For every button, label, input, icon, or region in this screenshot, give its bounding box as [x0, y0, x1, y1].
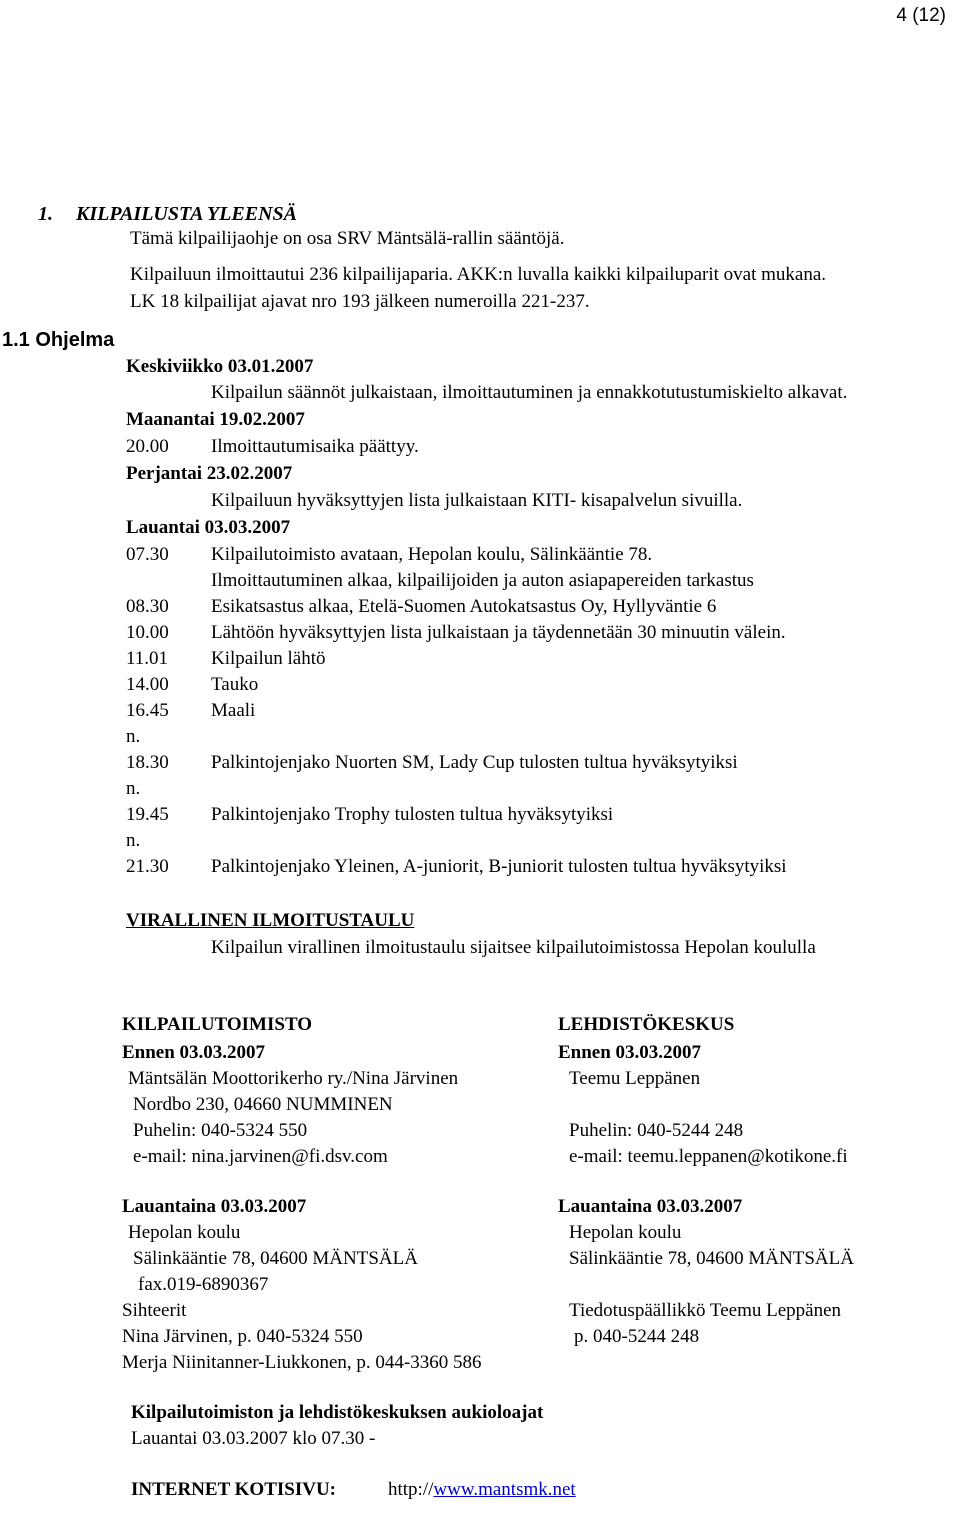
office-before-line: Nordbo 230, 04660 NUMMINEN	[133, 1094, 393, 1115]
internet-url[interactable]	[388, 1480, 576, 1499]
office-on-line: Sälinkääntie 78, 04600 MÄNTSÄLÄ	[133, 1248, 418, 1269]
press-on-line: Hepolan koulu	[569, 1222, 682, 1243]
program-heading: 1.1 Ohjelma	[2, 329, 115, 351]
office-on-title: Lauantaina 03.03.2007	[122, 1196, 307, 1217]
event-text: Esikatsastus alkaa, Etelä-Suomen Autokatsastus Oy, Hyllyväntie 6	[211, 596, 717, 617]
day2-time: 20.00	[126, 436, 169, 457]
office-on-line: Sihteerit	[122, 1300, 187, 1321]
event-time: 16.45	[126, 700, 169, 721]
notice-text: Kilpailun virallinen ilmoitustaulu sijaitsee kilpailutoimistossa Hepolan koululla	[211, 937, 816, 958]
day1-heading: Keskiviikko 03.01.2007	[126, 356, 314, 377]
press-on-line: Tiedotuspäällikkö Teemu Leppänen	[569, 1300, 842, 1321]
event-time: n.	[126, 726, 141, 747]
press-on-line: p. 040-5244 248	[574, 1326, 700, 1347]
event-time: 18.30	[126, 752, 169, 773]
intro-line-2: Kilpailuun ilmoittautui 236 kilpailijaparia. AKK:n luvalla kaikki kilpailuparit ovat mukana.	[130, 264, 827, 285]
day2-text: Ilmoittautumisaika päättyy.	[211, 436, 419, 457]
event-text: Tauko	[211, 674, 259, 695]
day3-text: Kilpailuun hyväksyttyjen lista julkaistaan KITI- kisapalvelun sivuilla.	[211, 490, 743, 511]
event-text: Palkintojenjako Trophy tulosten tultua hyväksytyiksi	[211, 804, 614, 825]
event-text: Lähtöön hyväksyttyjen lista julkaistaan ja täydennetään 30 minuutin välein.	[211, 622, 786, 643]
event-time: 21.30	[126, 856, 169, 877]
event-time: 14.00	[126, 674, 169, 695]
page-number: 4 (12)	[896, 5, 946, 26]
section-number: 1.	[38, 203, 53, 225]
event-time: 19.45	[126, 804, 169, 825]
day3-heading: Perjantai 23.02.2007	[126, 463, 293, 484]
internet-link[interactable]: www.mantsmk.net	[433, 1479, 576, 1500]
press-on-title: Lauantaina 03.03.2007	[558, 1196, 743, 1217]
notice-title: VIRALLINEN ILMOITUSTAULU	[126, 910, 415, 931]
event-time: 11.01	[126, 648, 169, 669]
press-title: LEHDISTÖKESKUS	[558, 1014, 735, 1035]
event-time: 08.30	[126, 596, 169, 617]
office-on-line: fax.019-6890367	[138, 1274, 269, 1295]
office-before-line: e-mail: nina.jarvinen@fi.dsv.com	[133, 1146, 388, 1167]
internet-url-prefix: http://	[388, 1479, 434, 1500]
intro-line-3: LK 18 kilpailijat ajavat nro 193 jälkeen numeroilla 221-237.	[130, 291, 590, 312]
event-text: Kilpailutoimisto avataan, Hepolan koulu, Sälinkääntie 78.	[211, 544, 653, 565]
office-title: KILPAILUTOIMISTO	[122, 1014, 313, 1035]
press-before-line: Puhelin: 040-5244 248	[569, 1120, 744, 1141]
day1-text: Kilpailun säännöt julkaistaan, ilmoittautuminen ja ennakkotutustumiskielto alkavat.	[211, 382, 848, 403]
intro-line-1: Tämä kilpailijaohje on osa SRV Mäntsälä-rallin sääntöjä.	[130, 228, 565, 249]
office-on-line: Merja Niinitanner-Liukkonen, p. 044-3360 586	[122, 1352, 482, 1373]
event-text: Maali	[211, 700, 256, 721]
internet-label: INTERNET KOTISIVU:	[131, 1479, 337, 1500]
office-on-line: Hepolan koulu	[128, 1222, 241, 1243]
office-before-line: Mäntsälän Moottorikerho ry./Nina Järvinen	[128, 1068, 459, 1089]
section-title: KILPAILUSTA YLEENSÄ	[76, 203, 297, 225]
press-before-title: Ennen 03.03.2007	[558, 1042, 702, 1063]
event-text: Kilpailun lähtö	[211, 648, 326, 669]
event-text: Ilmoittautuminen alkaa, kilpailijoiden ja auton asiapapereiden tarkastus	[211, 570, 754, 591]
day4-heading: Lauantai 03.03.2007	[126, 517, 291, 538]
day2-heading: Maanantai 19.02.2007	[126, 409, 305, 430]
event-text: Palkintojenjako Nuorten SM, Lady Cup tulosten tultua hyväksytyiksi	[211, 752, 738, 773]
press-before-line: Teemu Leppänen	[569, 1068, 701, 1089]
office-before-title: Ennen 03.03.2007	[122, 1042, 266, 1063]
event-text: Palkintojenjako Yleinen, A-juniorit, B-juniorit tulosten tultua hyväksytyiksi	[211, 856, 787, 877]
office-before-line: Puhelin: 040-5324 550	[133, 1120, 308, 1141]
hours-text: Lauantai 03.03.2007 klo 07.30 -	[131, 1428, 376, 1449]
press-on-line: Sälinkääntie 78, 04600 MÄNTSÄLÄ	[569, 1248, 854, 1269]
hours-title: Kilpailutoimiston ja lehdistökeskuksen aukioloajat	[131, 1402, 544, 1423]
event-time: n.	[126, 778, 141, 799]
office-on-line: Nina Järvinen, p. 040-5324 550	[122, 1326, 363, 1347]
event-time: 07.30	[126, 544, 169, 565]
event-time: n.	[126, 830, 141, 851]
event-time: 10.00	[126, 622, 169, 643]
press-before-line: e-mail: teemu.leppanen@kotikone.fi	[569, 1146, 848, 1167]
